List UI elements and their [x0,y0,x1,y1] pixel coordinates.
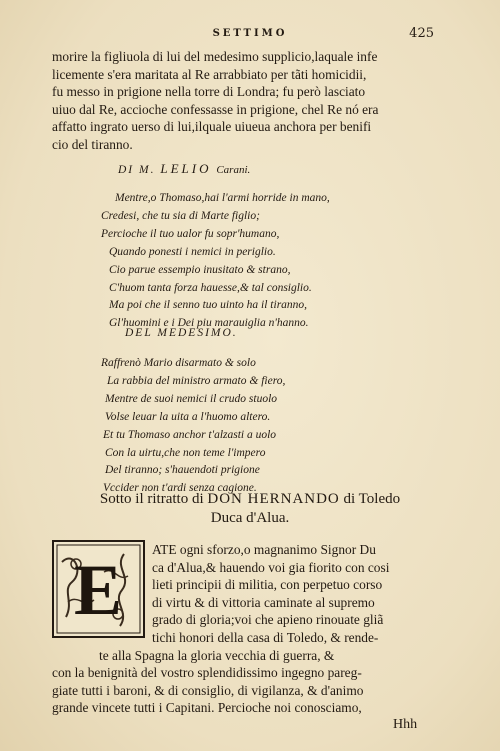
text-line: grado di gloria;voi che apieno rinouate gliã [152,612,384,628]
text-line: tichi honori della casa di Toledo, & rende- [152,629,379,645]
text-line: grande vincete tutti i Capitani. Percioche noi conosciamo, [52,700,362,716]
text-line: te alla Spagna la gloria vecchia di guerra, & [99,647,335,663]
poem-line: Mentre de suoi nemici il crudo stuolo [105,392,278,405]
poem-line: Percioche il tuo ualor fu sopr'humano, [101,227,280,240]
poem-line: Gl'huomini e i Dei piu marauiglia n'hanno. [109,317,309,330]
heading-prefix: Sotto il ritratto di [99,491,204,507]
page-header [0,28,500,46]
text-line: fu messo in prigione nella torre di Londra; fu però lasciato [52,84,366,100]
running-head: SETTIMO [212,28,288,39]
poem-line: Vccider non t'ardi senza cagione. [103,482,257,495]
text-line: licemente s'era maritata al Re arrabbiato per tãti homicidii, [52,66,367,82]
poem-1 [101,190,330,333]
page-number: 425 [409,26,434,41]
text-line: uiuo dal Re, accioche confessasse in prigione, chel Re nó era [52,101,379,117]
text-line: ATE ogni sforzo,o magnanimo Signor Du [152,542,376,557]
poem-1-heading-prefix: DI M. [118,164,156,176]
poem-2-heading: DEL MEDESIMO. [125,327,238,339]
text-line: giate tutti i baroni, & di consiglio, di vigilanza, & d'animo [52,682,364,698]
poem-line: Mentre,o Thomaso,hai l'armi horride in mano, [115,192,330,204]
text-line: di virtu & di vittoria caminate al supremo [152,594,375,610]
poem-line: Quando ponesti i nemici in periglio. [109,245,276,258]
heading-name: DON HERNANDO [207,491,340,507]
poem-line: C'huom tanta forza hauesse,& tal consiglio. [109,281,312,294]
text-line: ca d'Alua,& hauendo voi gia fiorito con cosi [152,559,390,575]
paragraph-2 [52,541,450,717]
signature-mark: Hhh [393,717,418,732]
poem-line: La rabbia del ministro armato & fiero, [107,374,286,387]
poem-1-author-surname: Carani. [216,164,251,176]
text-line: affatto ingrato uerso di lui,ilquale uiueua anchora per benifi [52,119,372,135]
text-line: cio del tiranno. [52,136,133,152]
poem-line: Cio parue essempio inusitato & strano, [109,263,291,276]
poem-line: Raffrenò Mario disarmato & solo [101,357,256,369]
poem-line: Ma poi che il senno tuo uinto ha il tiranno, [109,299,308,312]
heading-suffix: di Toledo [343,491,401,507]
poem-line: Del tiranno; s'hauendoti prigione [105,464,260,477]
poem-line: Con la uirtu,che non teme l'impero [105,446,266,459]
poem-line: Volse leuar la uita a l'huomo altero. [105,410,271,423]
poem-1-author-name: LELIO [160,161,212,176]
text-line: lieti principii di militia, con perpetuo corso [152,577,383,593]
poem-2 [101,355,285,498]
svg-text:E: E [73,550,123,630]
poem-1-heading [118,161,250,177]
section-heading [50,490,450,528]
section-heading-line-1 [50,490,450,509]
text-line: morire la figliuola di lui del medesimo supplicio,laquale infe [52,49,378,64]
paragraph-1 [52,48,442,154]
section-heading-line-2: Duca d'Alua. [210,510,290,526]
poem-line: Credesi, che tu sia di Marte figlio; [101,209,260,222]
text-line: con la benignità del vostro splendidissimo ingegno pareg- [52,665,362,681]
poem-line: Et tu Thomaso anchor t'alzasti a uolo [103,428,277,441]
